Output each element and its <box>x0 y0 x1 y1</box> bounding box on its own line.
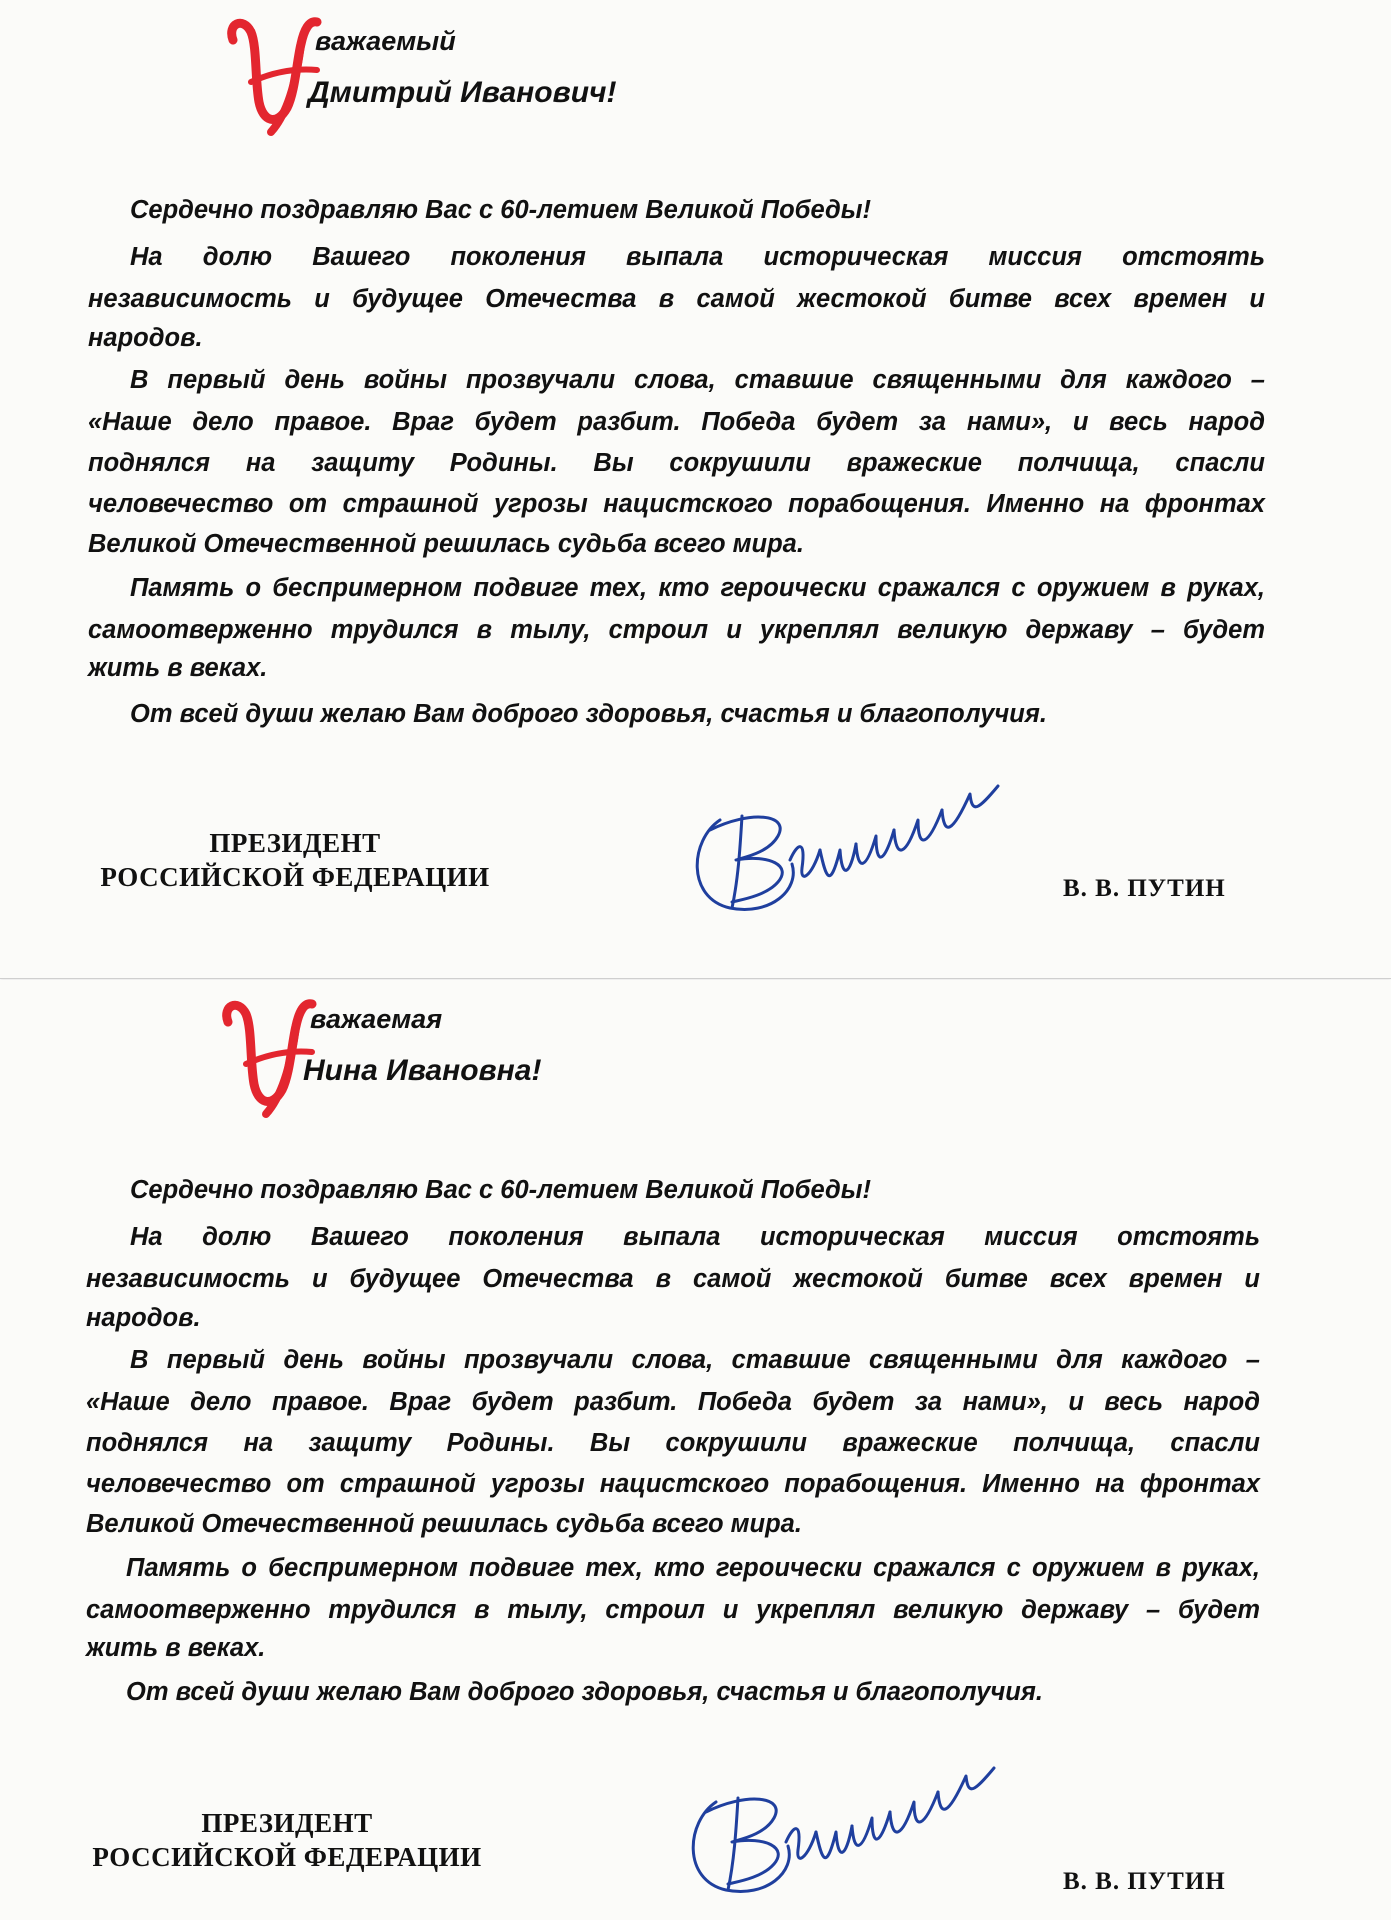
body-line: На долю Вашего поколения выпала историческая миссия отстоять <box>130 1223 1260 1251</box>
body-line: Сердечно поздравляю Вас с 60-летием Великой Победы! <box>130 1176 871 1204</box>
signatory-name: В. В. ПУТИН <box>1063 1868 1226 1895</box>
salutation-line-1: важаемый <box>315 26 456 56</box>
body-line: поднялся на защиту Родины. Вы сокрушили вражеские полчища, спасли <box>86 1429 1260 1457</box>
signatory-title-line1: ПРЕЗИДЕНТ <box>209 828 381 858</box>
body-line: народов. <box>86 1304 201 1332</box>
body-line: человечество от страшной угрозы нацистского порабощения. Именно на фронтах <box>86 1470 1260 1498</box>
body-line: самоотверженно трудился в тылу, строил и укреплял великую державу – будет <box>86 1596 1260 1624</box>
body-line: поднялся на защиту Родины. Вы сокрушили вражеские полчища, спасли <box>88 449 1265 477</box>
body-line: самоотверженно трудился в тылу, строил и укреплял великую державу – будет <box>88 616 1265 644</box>
salutation-recipient: Нина Ивановна! <box>303 1054 542 1087</box>
body-line: независимость и будущее Отечества в самой жестокой битве всех времен и <box>86 1265 1260 1293</box>
signature-icon <box>676 1762 1006 1902</box>
signatory-title <box>52 1806 522 1875</box>
red-initial-letter-icon <box>225 10 325 140</box>
body-line: независимость и будущее Отечества в самой жестокой битве всех времен и <box>88 285 1265 313</box>
signature-icon <box>680 780 1010 920</box>
body-line: От всей души желаю Вам доброго здоровья, счастья и благополучия. <box>130 700 1047 728</box>
salutation-line-1: важаемая <box>310 1004 443 1034</box>
body-line: Сердечно поздравляю Вас с 60-летием Великой Победы! <box>130 196 871 224</box>
signatory-name: В. В. ПУТИН <box>1063 875 1226 902</box>
letter-2 <box>0 980 1391 1920</box>
signatory-title-line1: ПРЕЗИДЕНТ <box>201 1808 373 1838</box>
decorative-initial-u <box>225 10 325 140</box>
body-line: народов. <box>88 324 203 352</box>
handwritten-signature <box>680 780 1010 920</box>
body-line: В первый день войны прозвучали слова, ставшие священными для каждого – <box>130 1346 1260 1374</box>
body-line: Память о беспримерном подвиге тех, кто героически сражался с оружием в руках, <box>126 1554 1260 1582</box>
signatory-title-line2: РОССИЙСКОЙ ФЕДЕРАЦИИ <box>92 1842 482 1873</box>
body-line: человечество от страшной угрозы нацистского порабощения. Именно на фронтах <box>88 490 1265 518</box>
signatory-title-line2: РОССИЙСКОЙ ФЕДЕРАЦИИ <box>100 862 490 893</box>
body-line: жить в веках. <box>86 1634 266 1662</box>
body-line: «Наше дело правое. Враг будет разбит. Победа будет за нами», и весь народ <box>88 408 1265 436</box>
salutation-recipient: Дмитрий Иванович! <box>308 76 617 109</box>
body-line: От всей души желаю Вам доброго здоровья, счастья и благополучия. <box>126 1678 1043 1706</box>
handwritten-signature <box>676 1762 1006 1902</box>
body-line: жить в веках. <box>88 654 268 682</box>
body-line: На долю Вашего поколения выпала историческая миссия отстоять <box>130 243 1265 271</box>
body-line: Великой Отечественной решилась судьба всего мира. <box>86 1510 802 1538</box>
body-line: «Наше дело правое. Враг будет разбит. Победа будет за нами», и весь народ <box>86 1388 1260 1416</box>
body-line: Память о беспримерном подвиге тех, кто героически сражался с оружием в руках, <box>130 574 1265 602</box>
body-line: Великой Отечественной решилась судьба всего мира. <box>88 530 804 558</box>
signatory-title <box>60 826 530 895</box>
body-line: В первый день войны прозвучали слова, ставшие священными для каждого – <box>130 366 1265 394</box>
